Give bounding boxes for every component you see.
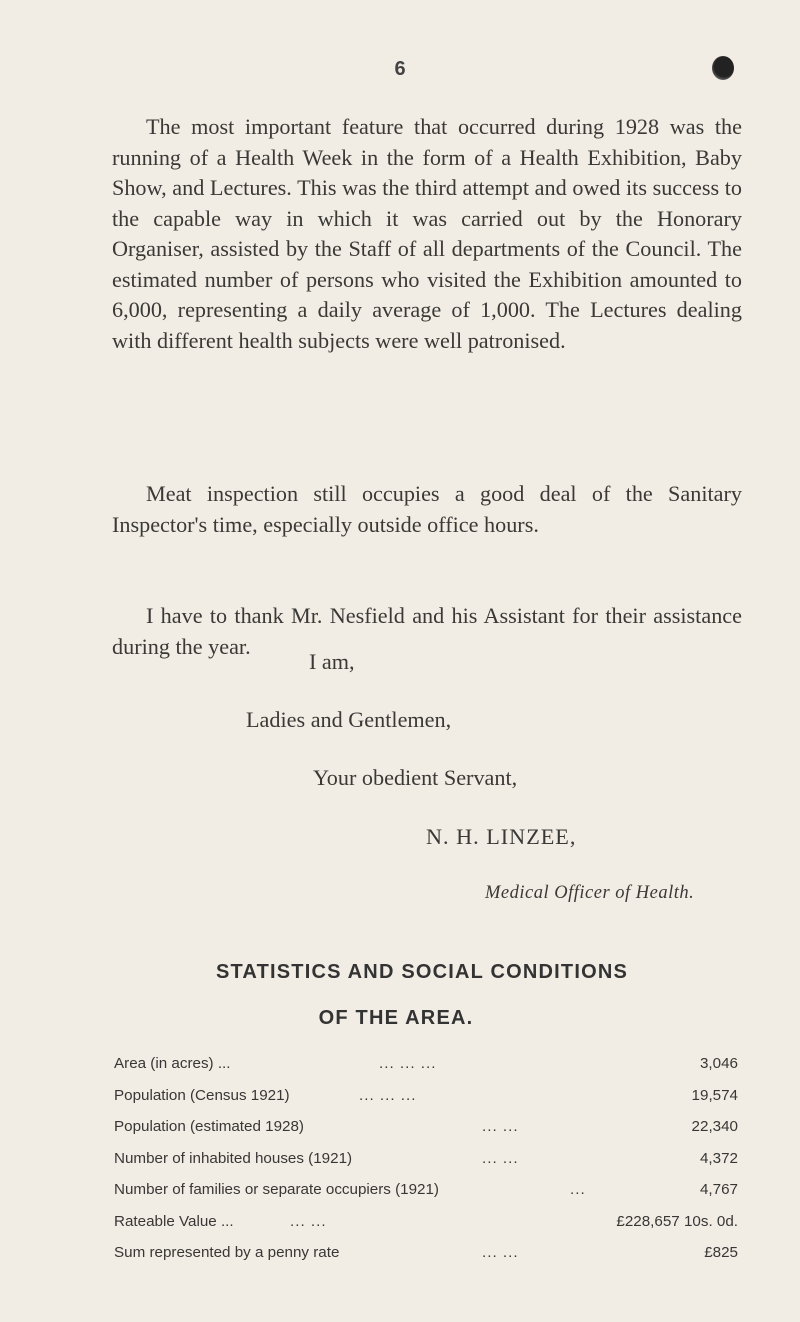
paragraph-meat-inspection: Meat inspection still occupies a good deal of the Sanitary Inspector's time, especially outside office hours. [112, 481, 742, 537]
stat-value: 22,340 [691, 1118, 738, 1135]
stat-label: Number of inhabited houses (1921) [114, 1149, 353, 1167]
stat-label: Sum represented by a penny rate [114, 1244, 340, 1261]
letter-salutation: Ladies and Gentlemen, [246, 707, 452, 732]
statistics-subheading: OF THE AREA. [318, 1007, 474, 1029]
table-row [114, 1087, 738, 1119]
stat-label: Population (Census 1921) [114, 1086, 290, 1104]
stat-label: Rateable Value ... [114, 1212, 234, 1230]
table-row [114, 1181, 738, 1213]
ink-blot [712, 56, 734, 80]
table-row [114, 1118, 738, 1150]
table-row [114, 1213, 738, 1245]
table-row [114, 1150, 738, 1182]
statistics-table [114, 1055, 738, 1276]
stat-leader: ... ... [482, 1118, 519, 1135]
stat-label: Population (estimated 1928) [114, 1118, 304, 1135]
stat-leader: ... ... ... [379, 1055, 437, 1072]
paragraph-health-week: The most important feature that occurred during 1928 was the running of a Health Week in the form of a Health Exhibition, Baby Show, and Lectures. This was the third attempt and owed its success to the capable way in which it was carried out by the Honorary Organiser, assisted by the Staff of all departments of the Council. The estimated number of persons who visited the Exhibition amounted to 6,000, representing a daily average of 1,000. The Lectures dealing with different health subjects were well patronised. [112, 114, 742, 353]
stat-leader: ... [570, 1181, 586, 1198]
stat-value: £228,657 10s. 0d. [616, 1212, 738, 1230]
stat-value: 4,372 [699, 1149, 738, 1167]
letter-valediction: Your obedient Servant, [313, 765, 518, 790]
signatory-title: Medical Officer of Health. [485, 883, 695, 903]
stat-leader: ... ... ... [359, 1086, 417, 1104]
table-row [114, 1055, 738, 1087]
statistics-heading: STATISTICS AND SOCIAL CONDITIONS [215, 961, 629, 983]
letter-closing: I am, [309, 649, 355, 674]
paragraph-thanks: I have to thank Mr. Nesfield and his Assistant for their assistance during the year. [112, 603, 742, 659]
stat-leader: ... ... [482, 1244, 519, 1261]
stat-value: 3,046 [699, 1055, 738, 1072]
stat-value: £825 [704, 1244, 738, 1261]
stat-leader: ... ... [290, 1212, 327, 1230]
stat-leader: ... ... [482, 1149, 519, 1167]
stat-value: 4,767 [699, 1181, 738, 1198]
letter-signature: N. H. LINZEE, [426, 824, 577, 849]
page-number: 6 [394, 58, 406, 80]
stat-value: 19,574 [691, 1086, 738, 1104]
stat-label: Area (in acres) ... [114, 1055, 231, 1072]
table-row [114, 1244, 738, 1276]
stat-label: Number of families or separate occupiers (1921) [114, 1181, 439, 1198]
